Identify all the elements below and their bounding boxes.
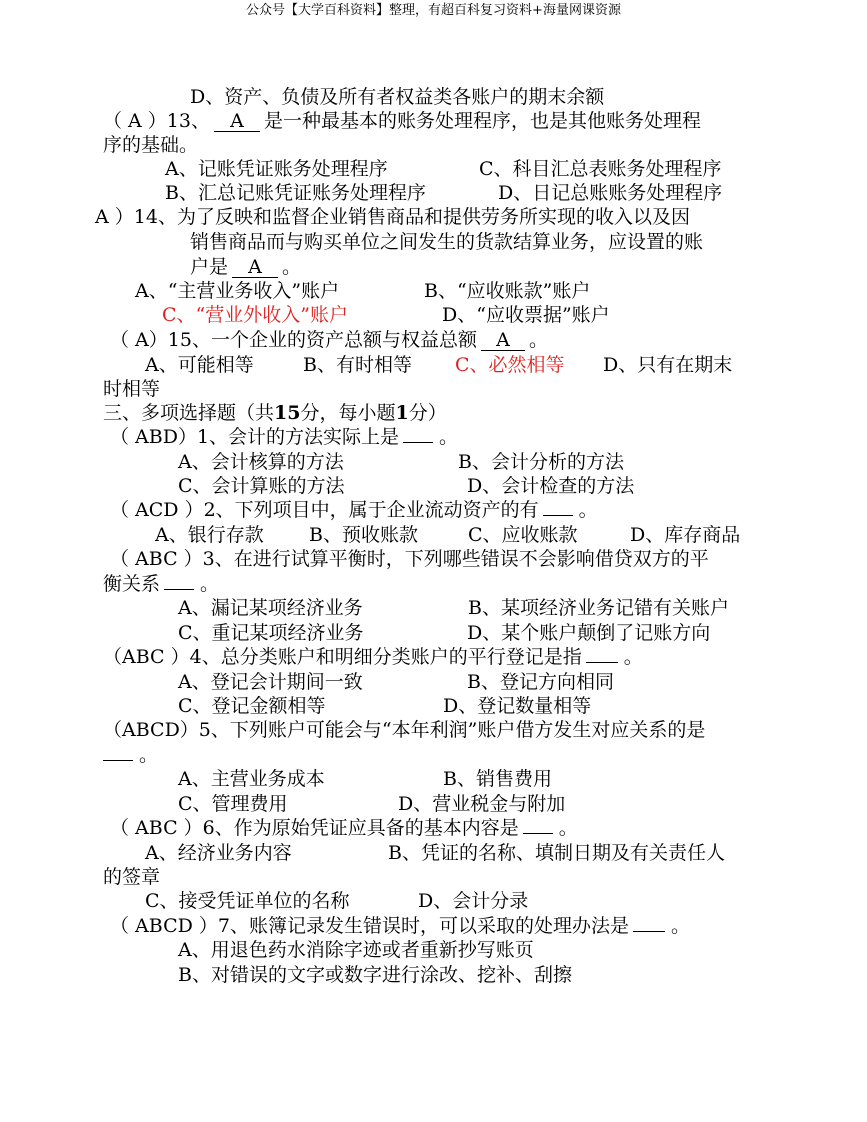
question-14: A ）14、为了反映和监督企业销售商品和提供劳务所实现的收入以及因 — [95, 206, 690, 228]
sec3-each: 1 — [395, 402, 409, 424]
mq6-option-d: D、会计分录 — [418, 890, 529, 912]
q13-option-b: B、汇总记账凭证账务处理程序 — [165, 182, 426, 204]
mq2-option-d: D、库存商品 — [630, 524, 741, 546]
q13-text: 是一种最基本的账务处理程序，也是其他账务处理程 — [263, 110, 701, 132]
mq-6 — [110, 816, 578, 840]
mq1-text: （ ABD）1、会计的方法实际上是 — [110, 426, 400, 448]
q15-option-d: D、只有在期末 — [603, 354, 733, 376]
mq5-post: 。 — [139, 744, 159, 766]
mq2-option-b: B、预收账款 — [309, 524, 418, 546]
q14-option-c: C、“营业外收入”账户 — [162, 304, 348, 326]
q14-answer-blank: A — [232, 257, 278, 278]
q15-answer-blank: A — [481, 330, 525, 351]
q13-option-c: C、科目汇总表账务处理程序 — [479, 158, 722, 180]
mq5-blank — [103, 760, 133, 761]
mq2-blank — [543, 515, 573, 516]
mq-1 — [110, 425, 458, 449]
sec3-total: 15 — [274, 402, 301, 424]
q14-option-a: A、“主营业务收入”账户 — [135, 280, 340, 302]
q15-prefix: （ A）15、一个企业的资产总额与权益总额 — [110, 329, 477, 351]
mq4-option-d: D、登记数量相等 — [443, 695, 592, 717]
mq1-option-b: B、会计分析的方法 — [458, 451, 624, 473]
mq-4 — [103, 645, 643, 669]
sec3-mid: 分，每小题 — [300, 402, 396, 424]
mq7-option-a: A、用退色药水消除字迹或者重新抄写账页 — [178, 939, 534, 961]
mq2-option-a: A、银行存款 — [155, 524, 264, 546]
question-15 — [110, 328, 548, 352]
mq4-blank — [586, 662, 618, 663]
mq1-option-c: C、会计算账的方法 — [178, 475, 345, 497]
option-d-prev: D、资产、负债及所有者权益类各账户的期末余额 — [190, 86, 605, 108]
mq6-text: （ ABC ）6、作为原始凭证应具备的基本内容是 — [110, 817, 519, 839]
q13-option-a: A、记账凭证账务处理程序 — [165, 158, 388, 180]
mq7-text: （ ABCD ）7、账簿记录发生错误时，可以采取的处理办法是 — [110, 915, 629, 937]
mq4-post: 。 — [623, 646, 643, 668]
mq2-post: 。 — [578, 499, 598, 521]
mq3-option-b: B、某项经济业务记错有关账户 — [468, 597, 729, 619]
q15-option-b: B、有时相等 — [303, 354, 412, 376]
mq-2 — [110, 498, 598, 522]
mq1-post: 。 — [439, 426, 459, 448]
mq5-continued — [103, 743, 158, 767]
q13-option-d: D、日记总账账务处理程序 — [498, 182, 723, 204]
mq4-text: （ABC ）4、总分类账户和明细分类账户的平行登记是指 — [103, 646, 582, 668]
mq6-option-b: B、凭证的名称、填制日期及有关责任人 — [388, 842, 725, 864]
mq2-text: （ ACD ）2、下列项目中，属于企业流动资产的有 — [110, 499, 539, 521]
sec3-prefix: 三、多项选择题（共 — [103, 402, 275, 424]
mq6-blank — [523, 833, 553, 834]
q14-line2: 销售商品而与购买单位之间发生的货款结算业务，应设置的账 — [190, 231, 704, 253]
mq6-post: 。 — [558, 817, 578, 839]
page-header: 公众号【大学百科资料】整理，有超百科复习资料+海量网课资源 — [246, 3, 621, 18]
mq7-blank — [633, 931, 665, 932]
mq2-option-c: C、应收账款 — [468, 524, 578, 546]
mq-3: （ ABC ）3、在进行试算平衡时，下列哪些错误不会影响借贷双方的平 — [110, 548, 709, 570]
mq5-option-c: C、管理费用 — [178, 793, 288, 815]
mq3-option-d: D、某个账户颠倒了记账方向 — [467, 622, 711, 644]
mq3-post: 。 — [200, 573, 220, 595]
mq1-blank — [403, 442, 433, 443]
q14-l3-post: 。 — [282, 256, 302, 278]
mq-5: （ABCD）5、下列账户可能会与“本年利润”账户借方发生对应关系的是 — [103, 719, 706, 741]
mq1-option-d: D、会计检查的方法 — [467, 475, 635, 497]
mq3-continued — [103, 572, 219, 596]
mq4-option-b: B、登记方向相同 — [467, 671, 614, 693]
mq3-blank — [164, 589, 194, 590]
q13-answer-blank: A — [214, 111, 260, 132]
q15-post: 。 — [528, 329, 548, 351]
q15-option-a: A、可能相等 — [145, 354, 254, 376]
q14-l3-prefix: 户是 — [190, 256, 229, 278]
mq6-option-c: C、接受凭证单位的名称 — [145, 890, 350, 912]
mq6-option-a: A、经济业务内容 — [145, 842, 292, 864]
mq5-option-b: B、销售费用 — [443, 768, 552, 790]
mq4-option-c: C、登记金额相等 — [178, 695, 326, 717]
mq3-cont: 衡关系 — [103, 573, 161, 595]
mq5-option-a: A、主营业务成本 — [178, 768, 325, 790]
q13-prefix: （ A ）13、 — [103, 110, 210, 132]
q14-line3 — [190, 255, 301, 279]
mq5-option-d: D、营业税金与附加 — [398, 793, 566, 815]
mq3-option-c: C、重记某项经济业务 — [178, 622, 364, 644]
q15-option-d-cont: 时相等 — [103, 378, 161, 400]
mq7-post: 。 — [670, 915, 690, 937]
mq1-option-a: A、会计核算的方法 — [178, 451, 344, 473]
q15-option-c: C、必然相等 — [455, 354, 565, 376]
mq3-option-a: A、漏记某项经济业务 — [178, 597, 363, 619]
mq4-option-a: A、登记会计期间一致 — [178, 671, 363, 693]
q14-option-d: D、“应收票据”账户 — [442, 304, 610, 326]
question-13 — [103, 109, 701, 133]
section-3-title — [103, 401, 447, 425]
sec3-post: 分） — [408, 402, 447, 424]
q13-continued: 序的基础。 — [103, 134, 199, 156]
mq6-option-b-cont: 的签章 — [103, 866, 161, 888]
mq7-option-b: B、对错误的文字或数字进行涂改、挖补、刮擦 — [178, 964, 572, 986]
q14-option-b: B、“应收账款”账户 — [424, 280, 591, 302]
mq-7 — [110, 914, 690, 938]
